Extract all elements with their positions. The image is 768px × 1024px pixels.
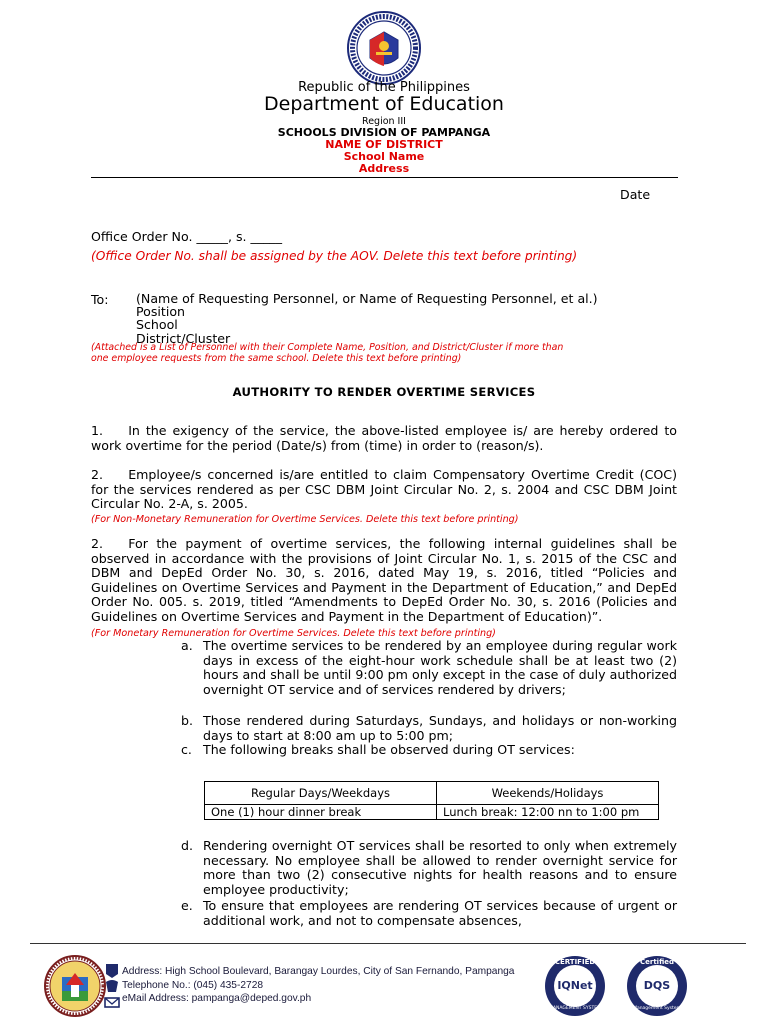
to-note-line-1: (Attached is a List of Personnel with their Complete Name, Position, and District/Cluster if more than [91, 342, 564, 353]
paragraph-1: 1. In the exigency of the service, the above-listed employee is/ are hereby ordered to work overtime for the period (Date/s) from (time) in order to (reason/s). [91, 423, 677, 453]
iqnet-certified-badge [540, 955, 610, 1017]
guideline-label-b: b. [181, 713, 193, 728]
breaks-table [204, 781, 659, 820]
paragraph-3-note: (For Monetary Remuneration for Overtime Services. Delete this text before printing) [91, 628, 496, 639]
to-note [91, 343, 563, 364]
guideline-label-e: e. [181, 898, 193, 913]
guideline-text-c: The following breaks shall be observed during OT services: [203, 742, 575, 757]
guideline-item-b [181, 714, 677, 743]
footer-contact-icons [102, 962, 122, 1010]
iqnet-badge-top: CERTIFIED [554, 958, 596, 966]
guideline-item-d [181, 839, 677, 897]
dqs-certified-badge [622, 955, 692, 1017]
to-note-line-2: one employee requests from the same school. Delete this text before printing) [91, 352, 462, 364]
dqs-badge-mid: DQS [643, 979, 671, 992]
guideline-text-b: Those rendered during Saturdays, Sundays, and holidays or non-working days to start at 8:00 am up to 5:00 pm; [203, 713, 677, 743]
to-recipient-position: Position [136, 304, 186, 320]
region-line: Region III [362, 116, 406, 127]
school-placeholder: School Name [343, 150, 425, 163]
paragraph-3: 2. For the payment of overtime services, the following internal guidelines shall be observed in accordance with the provisions of Joint Circular No. 1, s. 2015 of the CSC and DBM and DepEd Order No. 30, s. 2016, dated May 19, s. 2016, titled “Policies and Guidelines on Overtime Services and Payment in the Department of Education,” and DepEd Order No. 005. s. 2019, titled “Amendments to DepEd Order No. 30, s. 2016 (Policies and Guidelines on Overtime Services and Payment in the Department of Education)”. [91, 536, 677, 624]
date-label: Date [620, 187, 651, 202]
breaks-cell-weekdays: One (1) hour dinner break [205, 805, 437, 820]
deped-seal-logo [346, 10, 422, 86]
dqs-badge-bottom: Management System [633, 1006, 681, 1011]
guideline-item-c [181, 743, 677, 758]
guideline-label-c: c. [181, 742, 192, 757]
to-recipient-district: District/Cluster [136, 330, 231, 346]
to-recipient-name: (Name of Requesting Personnel, or Name of Requesting Personnel, et al.) [136, 291, 598, 306]
to-label: To: [91, 292, 109, 307]
to-recipient-block [136, 292, 598, 345]
guideline-item-e [181, 899, 677, 928]
footer-telephone: Telephone No.: (045) 435-2728 [122, 979, 264, 991]
breaks-header-weekends: Weekends/Holidays [437, 782, 659, 805]
republic-line: Republic of the Philippines [298, 80, 470, 95]
guideline-item-a [181, 639, 677, 697]
iqnet-badge-bottom: MANAGEMENT SYSTEM [549, 1006, 601, 1011]
paragraph-2-note: (For Non-Monetary Remuneration for Overtime Services. Delete this text before printing) [91, 514, 519, 525]
breaks-table-header-row [205, 782, 659, 805]
address-placeholder: Address [358, 162, 410, 175]
office-order-note: (Office Order No. shall be assigned by the AOV. Delete this text before printing) [91, 249, 578, 263]
guideline-text-a: The overtime services to be rendered by an employee during regular work days in excess of the eight-hour work schedule shall be at least two (2) hours and shall be until 9:00 pm only except in the case of duly authorized overnight OT service and of services rendered by drivers; [203, 638, 677, 697]
header-divider [91, 177, 678, 178]
office-order-line: Office Order No. _____, s. _____ [91, 229, 283, 244]
document-title: AUTHORITY TO RENDER OVERTIME SERVICES [232, 385, 536, 399]
guideline-text-d: Rendering overnight OT services shall be resorted to only when extremely necessary. No employee shall be allowed to render overnight service for more than two (2) consecutive nights for health reasons and to ensure employee productivity; [203, 838, 677, 897]
division-line: SCHOOLS DIVISION OF PAMPANGA [277, 126, 491, 139]
table-row [205, 805, 659, 820]
iqnet-badge-mid: IQNet [557, 979, 593, 992]
footer-divider [30, 943, 746, 944]
guideline-label-d: d. [181, 838, 193, 853]
guideline-label-a: a. [181, 638, 193, 653]
department-title: Department of Education [264, 93, 504, 115]
to-recipient-school: School [136, 317, 178, 333]
guideline-text-e: To ensure that employees are rendering OT services because of urgent or additional work, and not to compensate absences, [203, 898, 677, 928]
footer-address: Address: High School Boulevard, Barangay Lourdes, City of San Fernando, Pampanga [122, 966, 515, 977]
footer-email: eMail Address: pampanga@deped.gov.ph [122, 993, 312, 1004]
footer-contact-block [122, 965, 514, 1006]
paragraph-2: 2. Employee/s concerned is/are entitled to claim Compensatory Overtime Credit (COC) for the services rendered as per CSC DBM Joint Circular No. 2, s. 2004 and CSC DBM Joint Circular No. 2-A, s. 2005. [91, 467, 677, 511]
breaks-cell-weekends: Lunch break: 12:00 nn to 1:00 pm [437, 805, 659, 820]
breaks-header-weekdays: Regular Days/Weekdays [205, 782, 437, 805]
district-placeholder: NAME OF DISTRICT [325, 138, 443, 151]
dqs-badge-top: Certified [639, 958, 675, 966]
division-seal-logo [44, 955, 106, 1017]
